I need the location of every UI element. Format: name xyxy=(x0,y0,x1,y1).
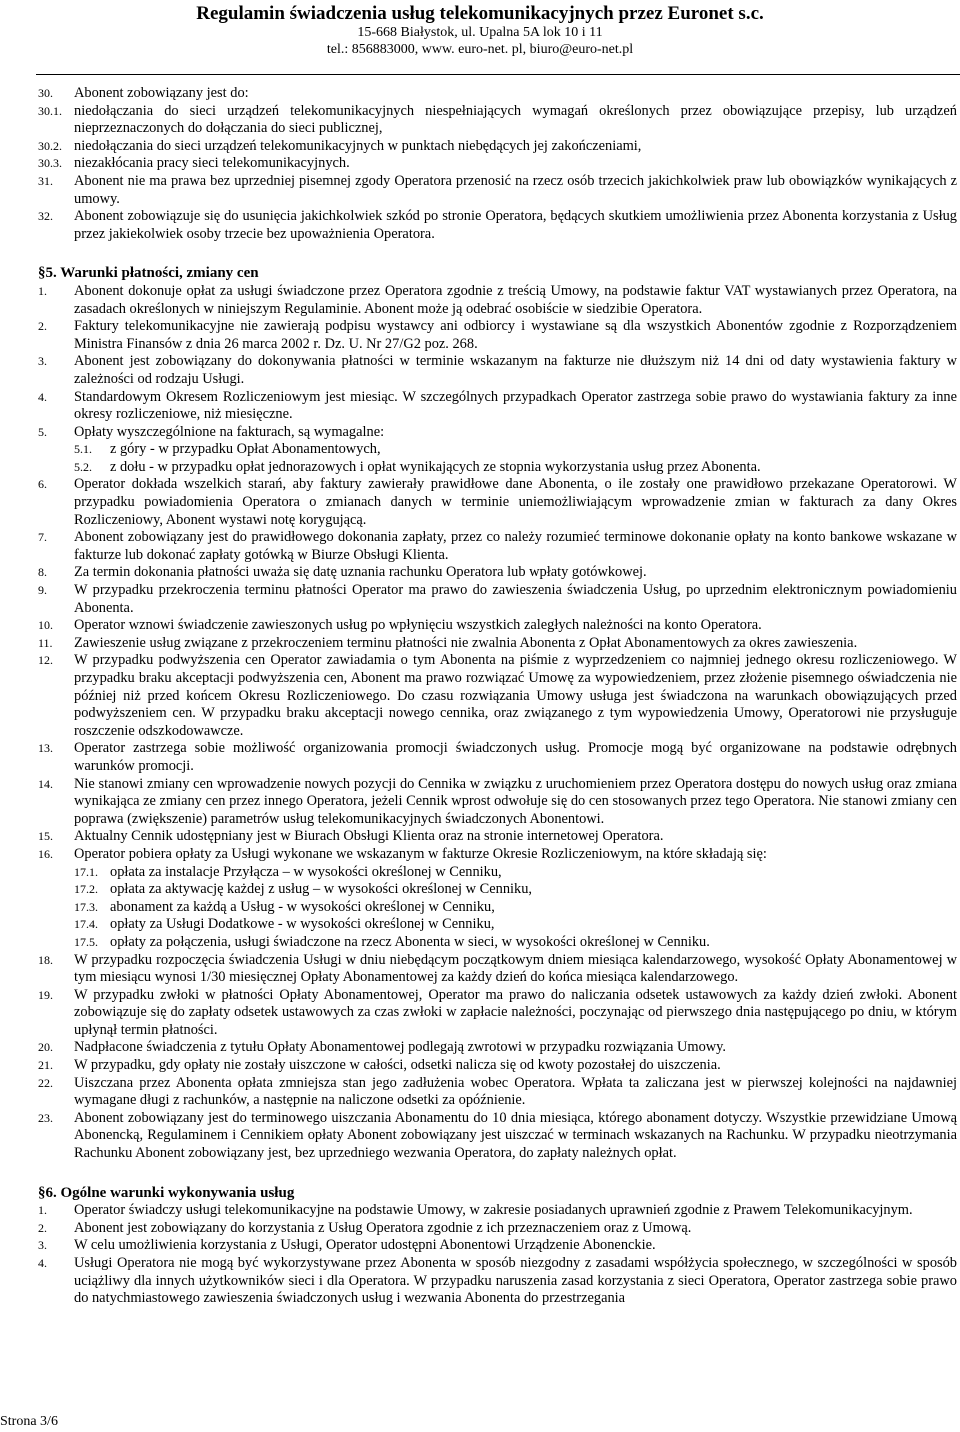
item-text: Abonent jest zobowiązany do dokonywania płatności w terminie wskazanym na fakturze nie dłuższym niż 14 dni od daty wystawienia faktury w zależności od rodzaju Usługi. xyxy=(74,353,957,387)
sub-item-number: 30.1. xyxy=(38,103,62,118)
item-text: Operator świadczy usługi telekomunikacyjne na podstawie Umowy, w zakresie posiadanych uprawnień zgodnie z Prawem Telekomunikacyjnym. xyxy=(74,1202,913,1219)
item-text: Usługi Operatora nie mogą być wykorzystywane przez Abonenta w sposób niezgodny z zasadami współżycia społecznego, w szczególności w sposób uciążliwy dla innych użytkowników sieci i dla Operatora. W przypadku naruszenia zasad korzystania z sieci Operatora, Operator zastrzega sobie prawo do natychmiastowego zawieszenia świadczonych usług i wezwania Abonenta do przestrzegania xyxy=(74,1255,957,1307)
sub-item xyxy=(74,459,957,477)
section-6-title: §6. Ogólne warunki wykonywania usług xyxy=(38,1184,295,1201)
item-text: W przypadku, gdy opłaty nie zostały uiszczone w całości, odsetki nalicza się od kwoty pozostałej do uiszczenia. xyxy=(74,1057,721,1074)
sub-item-number: 17.1. xyxy=(74,864,98,879)
list-item xyxy=(38,1255,957,1308)
list-item xyxy=(38,617,957,635)
list-item xyxy=(38,85,957,103)
sub-item xyxy=(74,899,957,917)
sub-item xyxy=(74,441,957,459)
item-number: 16. xyxy=(38,846,53,861)
list-item xyxy=(38,635,957,653)
list-item xyxy=(38,740,957,775)
sub-item xyxy=(74,864,957,882)
item-number: 7. xyxy=(38,530,47,545)
item-text: Nie stanowi zmiany cen wprowadzenie nowych pozycji do Cennika w związku z uruchomieniem przez Operatora dostępu do nowych usług oraz zmiana wynikająca ze zmiany cen przez innego Operatora, jeżeli Cennik wprost odwołuje się do cen stosowanych przez tego Operatora. Nie stanowi zmiany cen poprawa (zwiększenie) parametrów usług telekomunikacyjnych świadczonych Abonentowi. xyxy=(74,775,957,827)
sub-item-text: z góry - w przypadku Opłat Abonamentowych, xyxy=(110,441,381,458)
item-number: 18. xyxy=(38,952,53,967)
item-number: 19. xyxy=(38,987,53,1002)
list-item xyxy=(38,987,957,1040)
item-number: 2. xyxy=(38,319,47,334)
item-number: 32. xyxy=(38,209,53,224)
item-number: 30. xyxy=(38,86,53,100)
list-item xyxy=(38,828,957,846)
sub-item-number: 17.4. xyxy=(74,917,98,932)
item-text: Aktualny Cennik udostępniany jest w Biurach Obsługi Klienta oraz na stronie internetowej Operatora. xyxy=(74,828,664,845)
item-number: 31. xyxy=(38,173,53,188)
sub-item xyxy=(74,934,957,952)
item-text: Abonent zobowiązany jest do prawidłowego dokonania zapłaty, przez co należy rozumieć terminowe dokonanie opłaty na konto bankowe wskazane w fakturze lub dokonać zapłaty gotówką w Biurze Obsługi Klienta. xyxy=(74,529,957,563)
item-number: 4. xyxy=(38,1256,47,1270)
item-number: 8. xyxy=(38,565,47,580)
sub-item-text: z dołu - w przypadku opłat jednorazowych i opłat wynikających ze stopnia wykorzystania usług przez Abonenta. xyxy=(110,458,761,475)
list-item xyxy=(38,1075,957,1110)
sub-item-text: opłata za instalacje Przyłącza – w wysokości określonej w Cenniku, xyxy=(110,863,502,880)
document-body xyxy=(38,85,957,1308)
item-number: 20. xyxy=(38,1040,53,1055)
sub-item-text: opłata za aktywację każdej z usług – w wysokości określonej w Cenniku, xyxy=(110,881,533,898)
list-item xyxy=(38,318,957,353)
item-number: 1. xyxy=(38,283,47,298)
item-number: 4. xyxy=(38,389,47,404)
item-number: 9. xyxy=(38,583,47,598)
sub-item-number: 30.3. xyxy=(38,156,62,171)
item-text: Faktury telekomunikacyjne nie zawierają podpisu wystawcy ani odbiorcy i wystawiane są dla wszystkich Abonentów zgodnie z Rozporządzeniem Ministra Finansów z dnia 26 marca 2002 r. Dz. U. Nr 27/G2 poz. 268. xyxy=(74,318,957,352)
list-item xyxy=(38,776,957,829)
company-address: 15-668 Białystok, ul. Upalna 5A lok 10 i 11 xyxy=(357,25,603,40)
item-number: 15. xyxy=(38,829,53,844)
item-text: W przypadku podwyższenia cen Operator zawiadamia o tym Abonenta na piśmie z wyprzedzeniem co najmniej jednego okresu rozliczeniowego. W przypadku braku akceptacji podwyższenia cen, Abonent ma prawo rozwiązać Umowę za wypowiedzeniem, przez złożenie pisemnego oświadczenia nie później niż przed końcem Okresu Rozliczeniowego. Do czasu rozwiązania Umowy usługa jest świadczona na warunkach obowiązujących przed podwyższeniem cen. W przypadku braku akceptacji nowego cennika, oraz związanego z tym wypowiedzenia Umowy, Operatorowi nie przysługuje roszczenie odszkodowawcze. xyxy=(74,652,957,739)
sub-item xyxy=(38,155,957,173)
list-item xyxy=(38,564,957,582)
sub-item-number: 17.2. xyxy=(74,882,98,897)
list-item xyxy=(38,353,957,388)
sub-item-number: 17.5. xyxy=(74,934,98,949)
list-item xyxy=(38,582,957,617)
item-number: 6. xyxy=(38,477,47,492)
list-item xyxy=(38,173,957,208)
item-text: Zawieszenie usług związane z przekroczeniem terminu płatności nie zwalnia Abonenta z Opłat Abonamentowych za okres zawieszenia. xyxy=(74,634,858,651)
page-header xyxy=(0,0,960,58)
item-number: 14. xyxy=(38,776,53,791)
list-item xyxy=(38,389,957,424)
item-number: 1. xyxy=(38,1203,47,1218)
section-5-title: §5. Warunki płatności, zmiany cen xyxy=(38,265,259,282)
item-number: 2. xyxy=(38,1220,47,1235)
item-text: Uiszczana przez Abonenta opłata zmniejsza stan jego zadłużenia wobec Operatora. Wpłata ta zaliczana jest w pierwszej kolejności na najdawniej wymagane długi z rachunków, a następnie na naliczone odsetki za opóźnienie. xyxy=(74,1074,957,1109)
item-text: Abonent dokonuje opłat za usługi świadczone przez Operatora zgodnie z treścią Umowy, na podstawie faktur VAT wystawianych przez Operatora, na zasadach określonych w niniejszym Regulaminie. Abonent może ją odebrać osobiście w siedzibie Operatora. xyxy=(74,282,957,317)
sub-item-number: 5.2. xyxy=(74,459,92,474)
list-item xyxy=(38,1110,957,1163)
item-number: 10. xyxy=(38,618,53,633)
item-number: 22. xyxy=(38,1075,53,1090)
item-text: Nadpłacone świadczenia z tytułu Opłaty Abonamentowej podlegają zwrotowi w przypadku rozwiązania Umowy. xyxy=(74,1039,727,1056)
sub-item xyxy=(38,138,957,156)
item-text: Abonent zobowiązany jest do terminowego uiszczania Abonamentu do 10 dnia miesiąca, którego abonament dotyczy. Wszystkie przewidziane Umową Abonencką, Regulaminem i Cennikiem opłaty Abonent zobowiązany jest uiszczać w terminach wskazanych na Rachunku. W przypadku nieotrzymania Rachunku Abonent zobowiązany jest, bez uprzedniego wezwania Operatora, do zapłaty należnych opłat. xyxy=(74,1109,957,1162)
item-text: Abonent jest zobowiązany do korzystania z Usług Operatora zgodnie z ich przeznaczeniem oraz z Umową. xyxy=(74,1219,692,1236)
item-number: 3. xyxy=(38,354,47,369)
sub-item-text: opłaty za połączenia, usługi świadczone na rzecz Abonenta w sieci, w wysokości określonej w Cenniku. xyxy=(110,933,710,950)
company-contact: tel.: 856883000, www. euro-net. pl, biuro@euro-net.pl xyxy=(326,42,634,57)
list-item xyxy=(38,1202,957,1220)
item-text: W przypadku rozpoczęcia świadczenia Usługi w dniu niebędącym początkowym dniem miesiąca kalendarzowego, wysokość Opłaty Abonamentowej w tym miesiącu wynosi 1/30 miesięcznej Opłaty Abonamentowej za każdy dzień do końca miesiąca kalendarzowego. xyxy=(74,951,957,986)
item-text: Operator pobiera opłaty za Usługi wykonane we wskazanym w fakturze Okresie Rozliczeniowym, na które składają się: xyxy=(74,845,767,862)
header-divider xyxy=(36,74,960,75)
item-text: Operator dokłada wszelkich starań, aby faktury zawierały prawidłowe dane Abonenta, o ile zostały one prawidłowo przekazane Operatorowi. W przypadku powiadomienia Operatora o zmianach danych w terminie uniemożliwiającym wprowadzenie zmian w fakturach za dany Okres Rozliczeniowy, Abonent wystawi notę korygującą. xyxy=(74,476,957,528)
list-item xyxy=(38,1220,957,1238)
item-number: 3. xyxy=(38,1238,47,1253)
sub-item-text: abonament za każdą a Usług - w wysokości określonej w Cenniku, xyxy=(110,898,495,915)
item-text: W przypadku zwłoki w płatności Opłaty Abonamentowej, Operator ma prawo do naliczania odsetek ustawowych za każdy dzień zwłoki. Abonent zobowiązuje się do zapłaty odsetek ustawowych za czas zwłoki w zapłacie należności, poczynając od pierwszego dnia następującego po dniu, w którym upłynął termin płatności. xyxy=(74,986,957,1038)
sub-item xyxy=(38,103,957,138)
list-item xyxy=(38,952,957,987)
item-text: Standardowym Okresem Rozliczeniowym jest miesiąc. W szczególnych przypadkach Operator zastrzega sobie prawo do wystawiania faktury za inne okresy rozliczeniowe, niż miesięczne. xyxy=(74,388,957,423)
item-number: 11. xyxy=(38,635,53,650)
item-text: Za termin dokonania płatności uważa się datę uznania rachunku Operatora lub wpłaty gotówkowej. xyxy=(74,564,647,581)
sub-item-number: 17.3. xyxy=(74,899,98,914)
sub-item-text: niedołączania do sieci urządzeń telekomunikacyjnych niespełniających wymagań określonych przez obowiązujące przepisy, lub urządzeń nieprzeznaczonych do dołączania do sieci publicznej, xyxy=(74,102,957,137)
list-item xyxy=(38,424,957,442)
item-number: 21. xyxy=(38,1058,53,1073)
page-number: Strona 3/6 xyxy=(0,1414,58,1429)
list-item xyxy=(38,529,957,564)
item-text: Abonent nie ma prawa bez uprzedniej pisemnej zgody Operatora przenosić na rzecz osób trzecich jakichkolwiek praw lub obowiązków wynikających z umowy. xyxy=(74,172,957,207)
item-number: 5. xyxy=(38,424,47,439)
item-text: Operator wznowi świadczenie zawieszonych usług po wpłynięciu wszystkich zaległych należności na konto Operatora. xyxy=(74,617,762,634)
item-text: Opłaty wyszczególnione na fakturach, są wymagalne: xyxy=(74,423,385,440)
item-text: Abonent zobowiązany jest do: xyxy=(74,85,249,101)
sub-item-text: niezakłócania pracy sieci telekomunikacyjnych. xyxy=(74,155,350,172)
list-item xyxy=(38,652,957,740)
list-item xyxy=(38,846,957,864)
sub-item-text: opłaty za Usługi Dodatkowe - w wysokości określonej w Cenniku, xyxy=(110,916,495,933)
list-item xyxy=(38,476,957,529)
item-text: Abonent zobowiązuje się do usunięcia jakichkolwiek szkód po stronie Operatora, będących skutkiem umożliwienia przez Abonenta korzystania z Usług przez jakiekolwiek osoby trzecie bez upoważnienia Operatora. xyxy=(74,208,957,242)
list-item xyxy=(38,1057,957,1075)
list-item xyxy=(38,283,957,318)
sub-item-number: 5.1. xyxy=(74,442,92,457)
sub-item xyxy=(74,916,957,934)
sub-item xyxy=(74,881,957,899)
item-text: W przypadku przekroczenia terminu płatności Operator ma prawo do zawieszenia świadczenia Usług, po uprzednim elektronicznym powiadomieniu Abonenta. xyxy=(74,582,957,616)
item-text: W celu umożliwienia korzystania z Usługi, Operator udostępni Abonentowi Urządzenie Abonenckie. xyxy=(74,1237,656,1254)
item-number: 23. xyxy=(38,1110,53,1125)
sub-item-number: 30.2. xyxy=(38,138,62,153)
item-number: 13. xyxy=(38,741,53,756)
list-item xyxy=(38,1237,957,1255)
list-item xyxy=(38,1039,957,1057)
document-title: Regulamin świadczenia usług telekomunikacyjnych przez Euronet s.c. xyxy=(196,3,764,24)
sub-item-text: niedołączania do sieci urządzeń telekomunikacyjnych w punktach niebędących jej zakończeniami, xyxy=(74,137,642,154)
item-number: 12. xyxy=(38,653,53,668)
list-item xyxy=(38,208,957,243)
item-text: Operator zastrzega sobie możliwość organizowania promocji świadczonych usług. Promocje mogą być organizowane na podstawie odrębnych warunków promocji. xyxy=(74,740,957,774)
